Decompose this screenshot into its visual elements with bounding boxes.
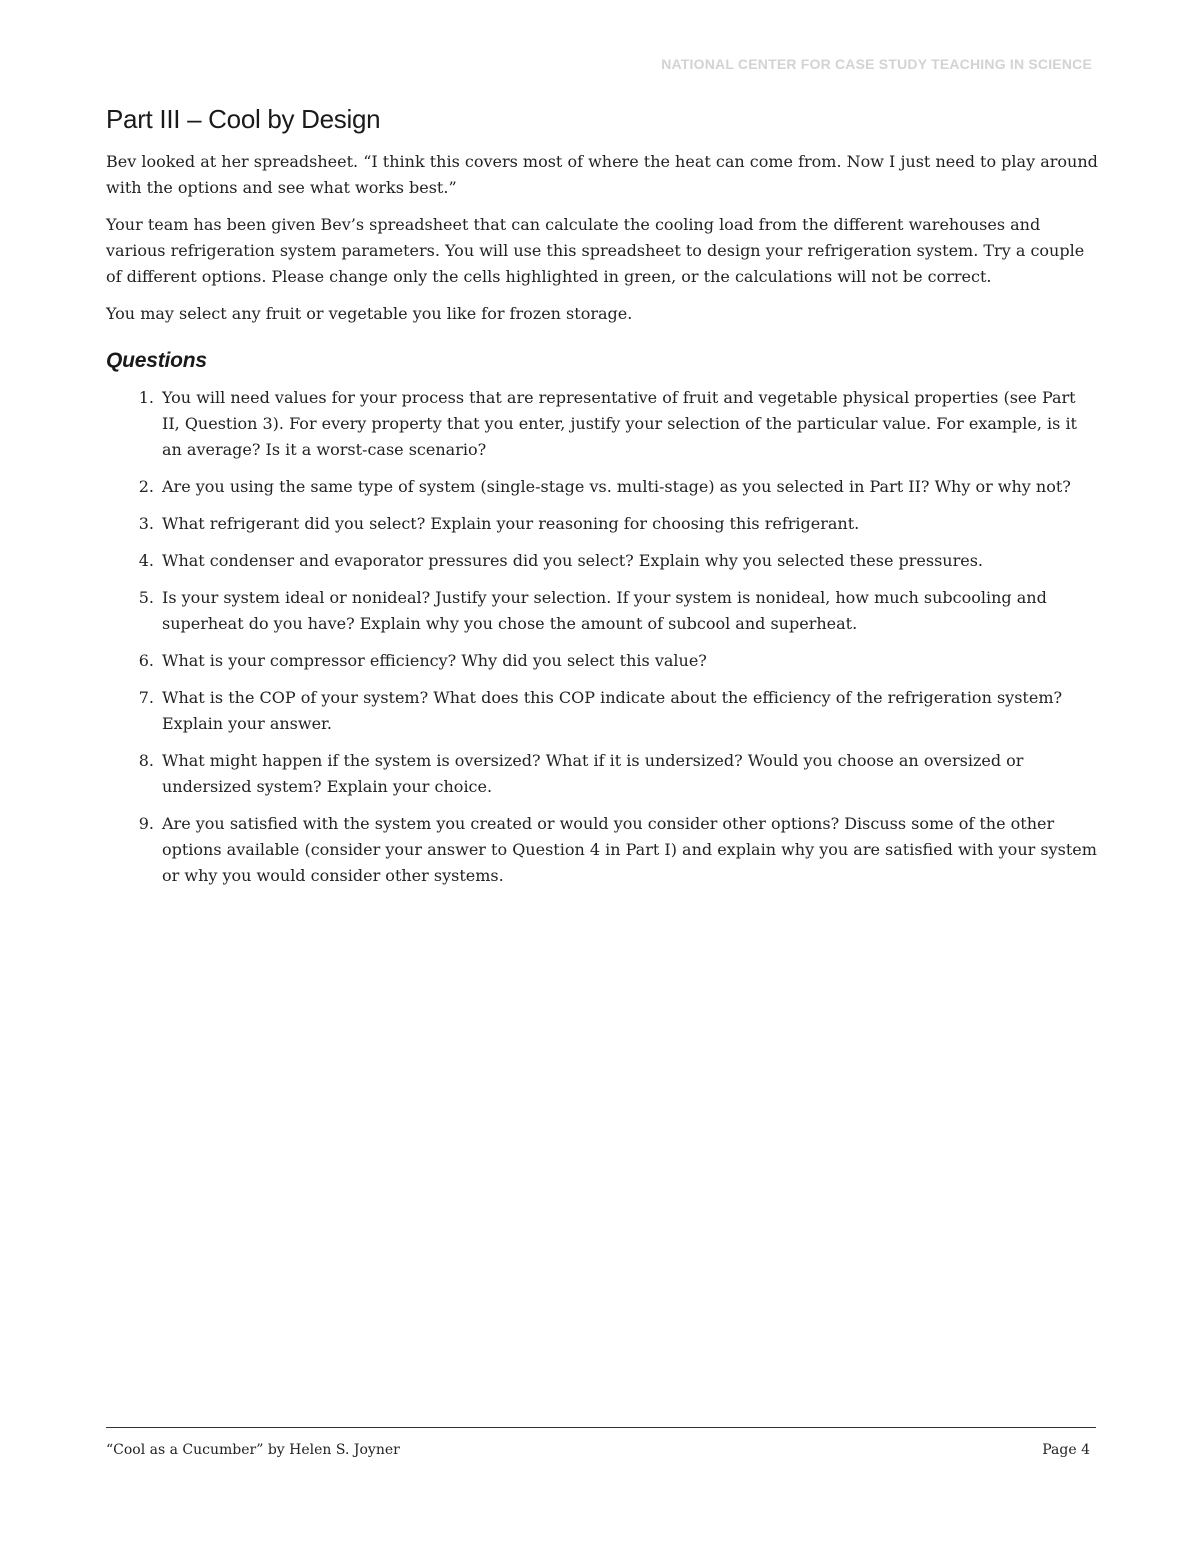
- page-content: [106, 104, 1098, 900]
- question-text: Is your system ideal or nonideal? Justify your selection. If your system is nonideal, how much subcooling and superheat do you have? Explain why you chose the amount of subcool and superheat.: [162, 588, 1047, 633]
- question-item: [106, 548, 1098, 574]
- question-text: Are you using the same type of system (single-stage vs. multi-stage) as you selected in Part II? Why or why not?: [162, 477, 1071, 496]
- footer-citation: “Cool as a Cucumber” by Helen S. Joyner: [106, 1442, 400, 1458]
- part-title: Part III – Cool by Design: [106, 104, 381, 134]
- question-item: [106, 748, 1098, 800]
- question-number: 2.: [138, 477, 154, 496]
- question-text: What is your compressor efficiency? Why did you select this value?: [162, 651, 707, 670]
- question-item: [106, 685, 1098, 737]
- question-item: [106, 385, 1098, 463]
- question-number: 1.: [138, 388, 154, 407]
- question-number: 3.: [138, 514, 154, 533]
- running-header: NATIONAL CENTER FOR CASE STUDY TEACHING IN SCIENCE: [661, 56, 1092, 72]
- question-text: What is the COP of your system? What does this COP indicate about the efficiency of the refrigeration system? Explain your answer.: [162, 688, 1063, 733]
- footer-divider: [106, 1427, 1096, 1428]
- questions-list: [106, 385, 1098, 889]
- question-item: [106, 511, 1098, 537]
- page-number: Page 4: [1042, 1442, 1090, 1458]
- question-number: 8.: [138, 751, 154, 770]
- question-item: [106, 474, 1098, 500]
- question-text: Are you satisfied with the system you created or would you consider other options? Discuss some of the other options available (consider your answer to Question 4 in Part I) and explain why you are satisfied with your system or why you would consider other systems.: [162, 814, 1097, 885]
- frozen-storage-paragraph: You may select any fruit or vegetable you like for frozen storage.: [106, 304, 633, 323]
- intro-paragraph: Bev looked at her spreadsheet. “I think this covers most of where the heat can come from. Now I just need to play around with the options and see what works best.”: [106, 152, 1098, 197]
- question-number: 5.: [138, 588, 154, 607]
- question-text: What might happen if the system is oversized? What if it is undersized? Would you choose an oversized or undersized system? Explain your choice.: [162, 751, 1024, 796]
- question-text: What condenser and evaporator pressures did you select? Explain why you selected these pressures.: [162, 551, 983, 570]
- question-number: 9.: [138, 814, 154, 833]
- questions-heading: Questions: [106, 349, 207, 372]
- question-number: 6.: [138, 651, 154, 670]
- question-item: [106, 585, 1098, 637]
- question-text: You will need values for your process that are representative of fruit and vegetable physical properties (see Part II, Question 3). For every property that you enter, justify your selection of the particular value. For example, is it an average? Is it a worst-case scenario?: [162, 388, 1077, 459]
- question-number: 4.: [138, 551, 154, 570]
- spreadsheet-paragraph: Your team has been given Bev’s spreadsheet that can calculate the cooling load from the different warehouses and various refrigeration system parameters. You will use this spreadsheet to design your refrigeration system. Try a couple of different options. Please change only the cells highlighted in green, or the calculations will not be correct.: [106, 215, 1085, 286]
- question-text: What refrigerant did you select? Explain your reasoning for choosing this refrigerant.: [162, 514, 860, 533]
- question-item: [106, 648, 1098, 674]
- question-item: [106, 811, 1098, 889]
- question-number: 7.: [138, 688, 154, 707]
